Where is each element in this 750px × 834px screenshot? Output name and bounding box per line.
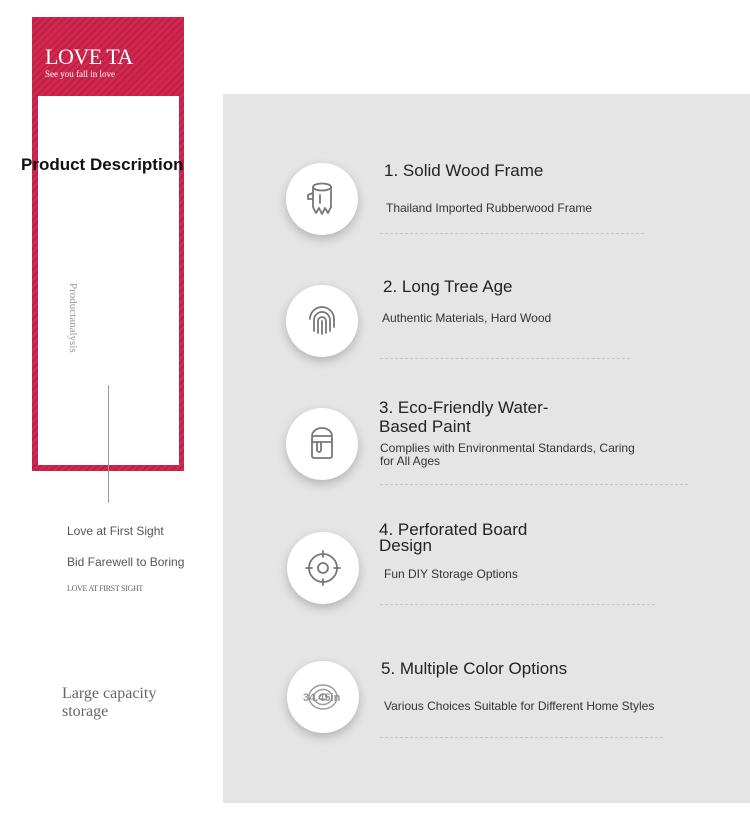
feature-5-desc: Various Choices Suitable for Different Home Styles [384,699,655,713]
fingerprint-icon [300,299,344,343]
feature-4-title: 4. Perforated Board Design [379,520,528,555]
feature-5-title: 5. Multiple Color Options [381,659,568,678]
side-text-storage: Large capacity storage [62,685,157,720]
brand-name: LOVE TA [45,44,133,69]
product-analysis-label: Productanalysis [67,283,79,353]
feature-3-desc: Complies with Environmental Standards, Caring for All Ages [380,441,635,468]
target-icon [301,546,345,590]
feature-2-desc: Authentic Materials, Hard Wood [382,311,552,325]
product-description-title: Product Description [21,155,184,174]
side-text-love: Love at First Sight [67,524,164,538]
paint-bucket-icon [300,422,344,466]
feature-3-title: 3. Eco-Friendly Water-Based Paint [379,398,549,436]
feature-1-title: 1. Solid Wood Frame [384,161,544,180]
size-overlay: 34.45in [303,692,341,704]
wood-log-icon [300,177,344,221]
feature-1-icon-circle [286,163,358,235]
features-panel [223,94,750,803]
feature-2-divider [380,358,630,359]
divider-line [108,385,109,503]
feature-1-desc: Thailand Imported Rubberwood Frame [386,201,593,215]
side-text-farewell: Bid Farewell to Boring [67,555,185,569]
feature-1-divider [380,233,644,234]
feature-2-icon-circle [286,285,358,357]
feature-5-divider [380,737,663,738]
brand-tagline: See you fall in love [45,69,115,79]
feature-4-divider [380,604,655,605]
feature-4-icon-circle [287,532,359,604]
feature-3-icon-circle [286,408,358,480]
feature-2-title: 2. Long Tree Age [383,277,513,296]
side-text-caps: LOVE AT FIRST SIGHT [67,584,144,593]
feature-4-desc: Fun DIY Storage Options [384,567,518,581]
feature-3-divider [380,484,688,485]
